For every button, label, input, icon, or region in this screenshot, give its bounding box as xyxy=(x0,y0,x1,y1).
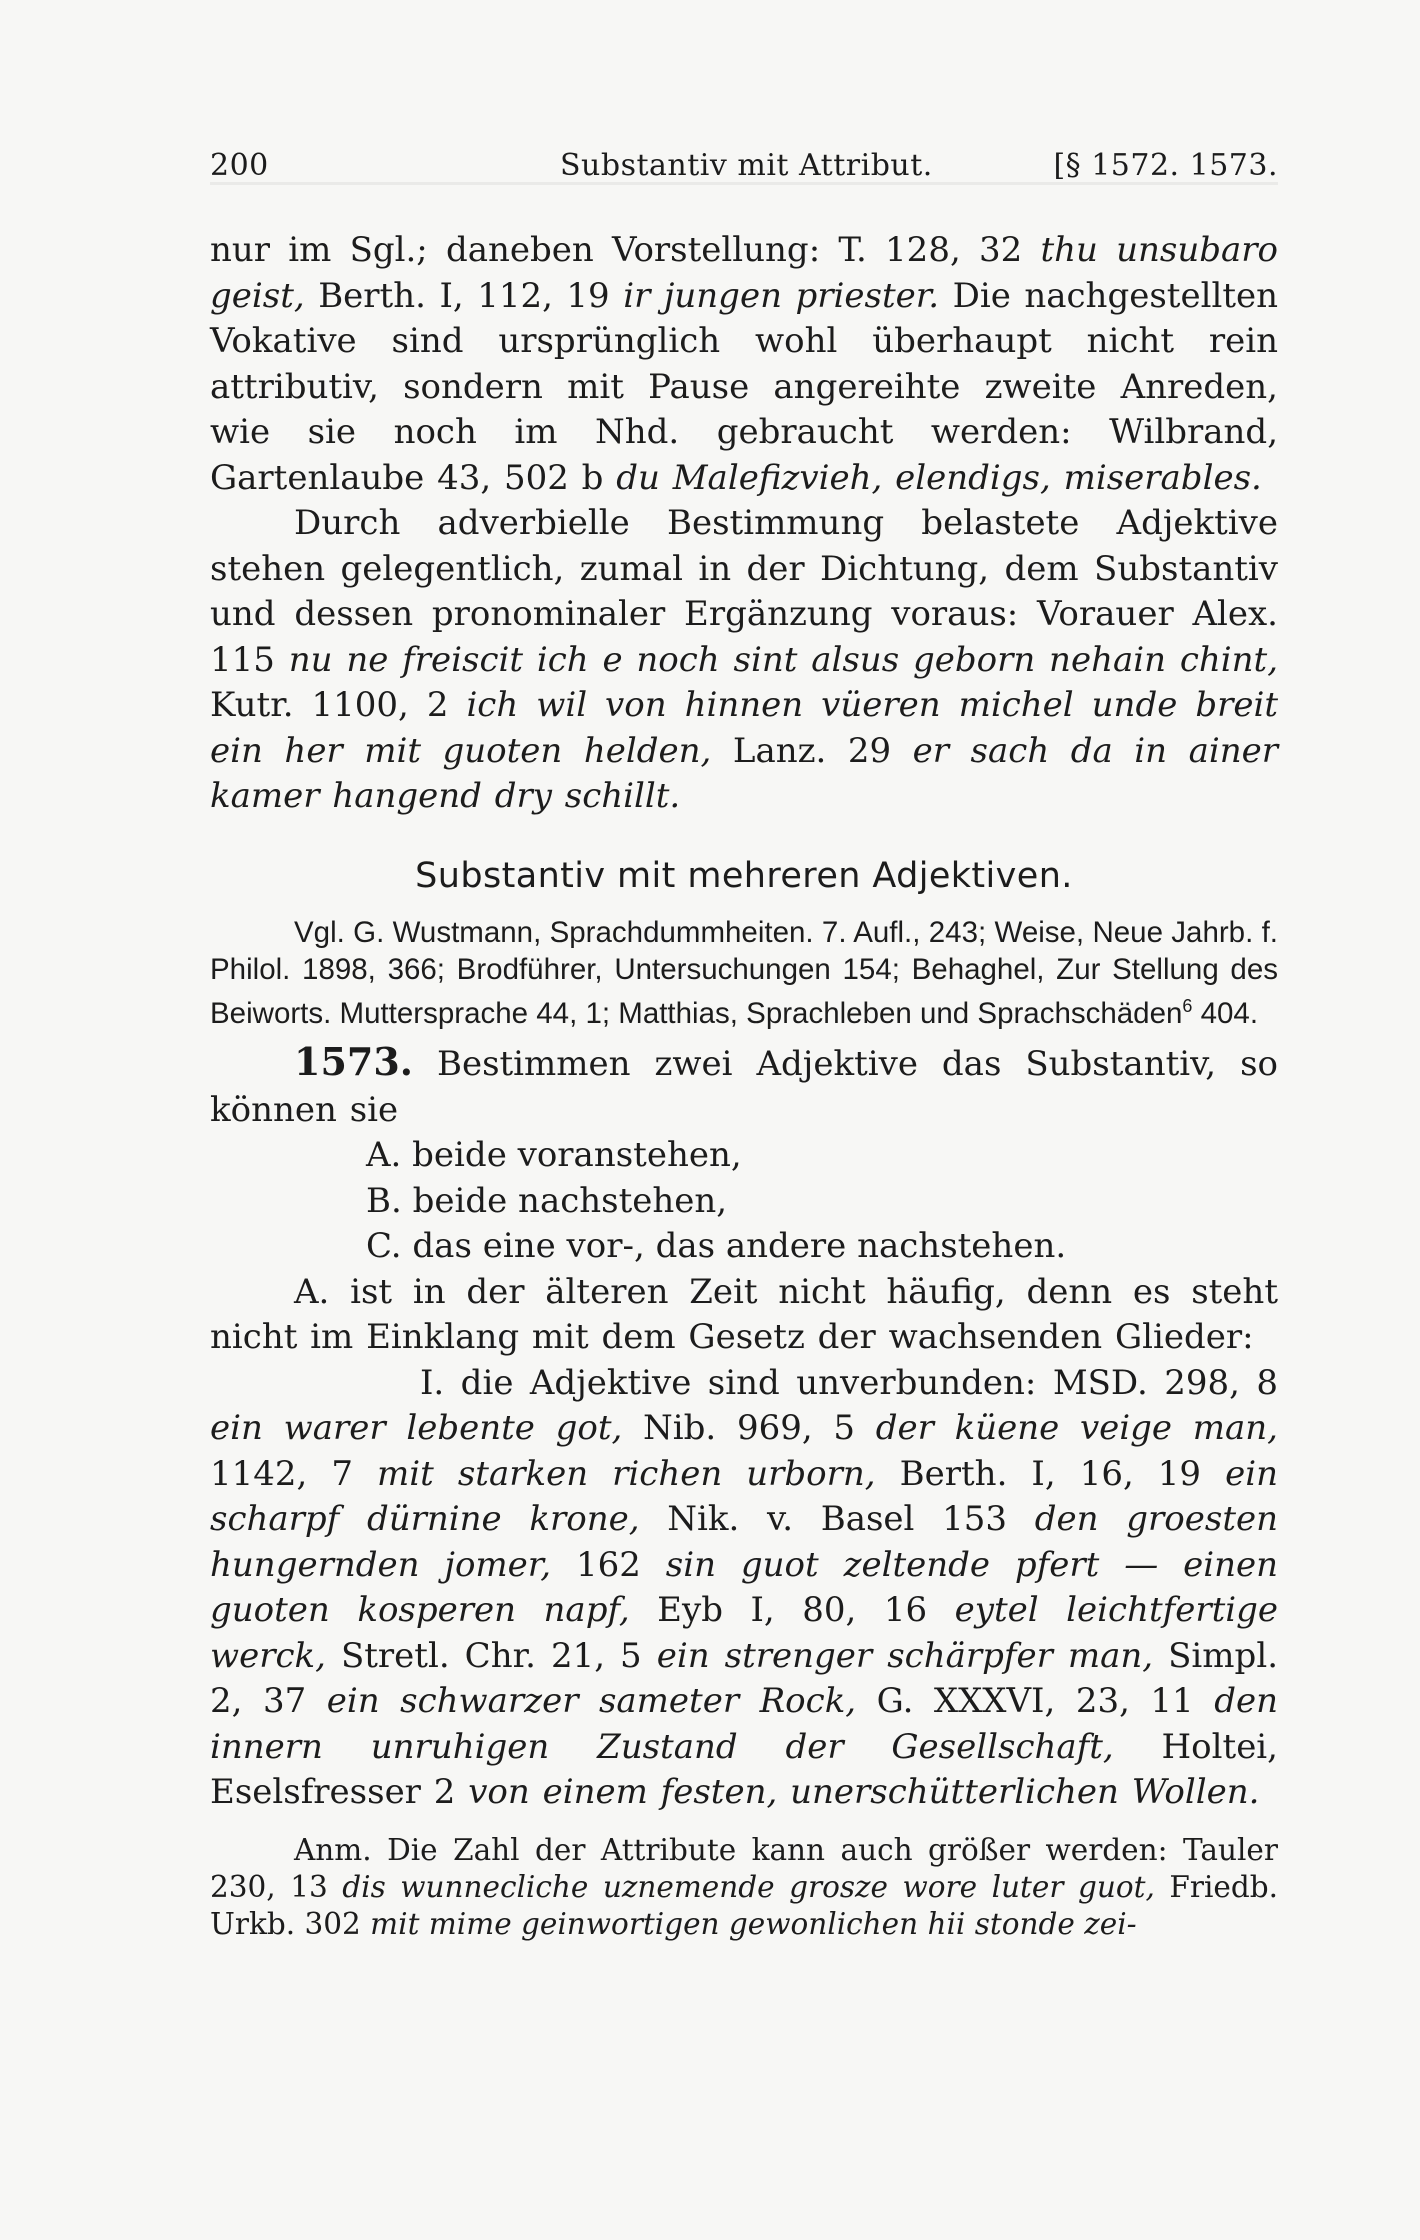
option-a: A. beide voranstehen, xyxy=(366,1135,742,1176)
text-run: Friedb. Urkb. 302 xyxy=(210,1869,1278,1941)
edition-superscript: 6 xyxy=(1182,995,1193,1016)
text-run: 1142, 7 xyxy=(210,1453,378,1494)
text-run: Vgl. G. Wustmann, Sprachdummheiten. 7. Aufl., 243; Weise, Neue Jahrb. f. Philol. 1898, 366; Brodführer, Untersuchungen 154; Behaghel, Zur Stellung des Beiworts. Muttersprache 44, 1; Matthias, Sprachleben und Sprachschäden xyxy=(210,915,1278,1030)
quotation: sin guot zeltende pfert — einen guoten kosperen napf, xyxy=(210,1544,1278,1631)
paragraph-1573 xyxy=(210,1039,1278,1133)
quotation: er sach da in ainer kamer hangend dry schillt. xyxy=(210,730,1279,816)
text-run: I. die Adjektive sind unverbunden: MSD. 298, 8 xyxy=(420,1362,1278,1403)
quotation: ein scharpf dürnine krone, xyxy=(210,1453,1279,1540)
paragraph-unverbunden xyxy=(210,1361,1278,1816)
quotation: nu ne freiscit ich e noch sint alsus geborn nehain chint, xyxy=(288,639,1278,680)
quotation: ein schwarzer sameter Rock, xyxy=(326,1681,857,1722)
quotation: ir jungen priester. xyxy=(623,275,940,316)
quotation: von einem festen, unerschütterlichen Wollen. xyxy=(468,1772,1260,1813)
quotation: ein warer lebente got, xyxy=(210,1408,623,1449)
text-run: Bestimmen zwei Adjektive das Substantiv, so können sie xyxy=(210,1044,1278,1130)
text-run: nur im Sgl.; daneben Vorstellung: T. 128, 32 xyxy=(210,230,1041,270)
text-run: Anm. Die Zahl der Attribute kann auch größer werden: Tauler 230, 13 xyxy=(210,1832,1278,1904)
text-run: Nik. v. Basel 153 xyxy=(639,1499,1035,1540)
text-run: Nib. 969, 5 xyxy=(622,1408,876,1449)
text-run: Lanz. 29 xyxy=(711,730,913,771)
quotation: ich wil von hinnen vüeren michel unde breit ein her mit guoten helden, xyxy=(210,685,1278,771)
bibliography-references xyxy=(210,914,1278,1032)
annotation-note xyxy=(210,1832,1278,1943)
spacer xyxy=(210,1031,1278,1039)
text-run: Durch adverbielle Bestimmung belastete Adjektive stehen gelegentlich, zumal in der Dichtung, dem Substantiv und dessen pronominaler Ergänzung voraus: Vorauer Alex. 115 xyxy=(210,503,1278,680)
quotation: mit mime geinwortigen gewonlichen hii stonde zei- xyxy=(370,1906,1137,1941)
text-run: Stretl. Chr. 21, 5 xyxy=(325,1635,657,1676)
text-run: Berth. I, 112, 19 xyxy=(304,275,624,316)
quotation: thu unsubaro geist, xyxy=(210,230,1278,316)
section-heading: Substantiv mit mehreren Adjektiven. xyxy=(415,855,1073,896)
quotation: du Malefizvieh, elendigs, miserables. xyxy=(616,457,1262,498)
text-run: Die nachgestellten Vokative sind ursprünglich wohl überhaupt nicht rein attributiv, sondern mit Pause angereihte zweite Anreden, wie sie noch im Nhd. gebraucht werden: Wilbrand, Gartenlaube 43, 502 b xyxy=(210,275,1279,498)
text-run: G. XXXVI, 23, 11 xyxy=(856,1681,1215,1722)
section-reference: [§ 1572. 1573. xyxy=(1053,148,1278,183)
quotation: dis wunnecliche uznemende grosze wore luter guot, xyxy=(342,1869,1155,1904)
quotation: mit starken richen urborn, xyxy=(377,1453,876,1494)
quotation: der küene veige man, xyxy=(875,1408,1278,1449)
quotation: eytel leichtfertige werck, xyxy=(210,1590,1279,1676)
text-run: 162 xyxy=(551,1544,666,1585)
text-run: Berth. I, 16, 19 xyxy=(875,1453,1226,1494)
quotation: den groesten hungernden jomer, xyxy=(210,1499,1279,1585)
quotation: ein strenger schärpfer man, xyxy=(656,1635,1154,1676)
text-run: Eyb I, 80, 16 xyxy=(629,1590,955,1631)
running-header xyxy=(210,148,1278,188)
paragraph-adverbial xyxy=(210,501,1278,820)
page-number: 200 xyxy=(210,148,269,183)
text-run: 404. xyxy=(1192,996,1259,1030)
paragraph-vocatives xyxy=(210,228,1278,501)
quotation: den innern unruhigen Zustand der Gesellschaft, xyxy=(210,1681,1278,1767)
option-b: B. beide nachstehen, xyxy=(366,1180,728,1221)
text-run: Holtei, Eselsfresser 2 xyxy=(210,1726,1278,1813)
text-run: Simpl. 2, 37 xyxy=(210,1635,1278,1722)
paragraph-a: A. ist in der älteren Zeit nicht häufig, denn es steht nicht im Einklang mit dem Gesetz der wachsenden Glieder: xyxy=(210,1271,1278,1358)
running-title: Substantiv mit Attribut. xyxy=(560,148,933,183)
text-run: Kutr. 1100, 2 xyxy=(210,685,467,725)
option-c: C. das eine vor-, das andere nachstehen. xyxy=(366,1226,1067,1267)
section-number: 1573. xyxy=(294,1039,413,1085)
text-column xyxy=(210,228,1278,1943)
